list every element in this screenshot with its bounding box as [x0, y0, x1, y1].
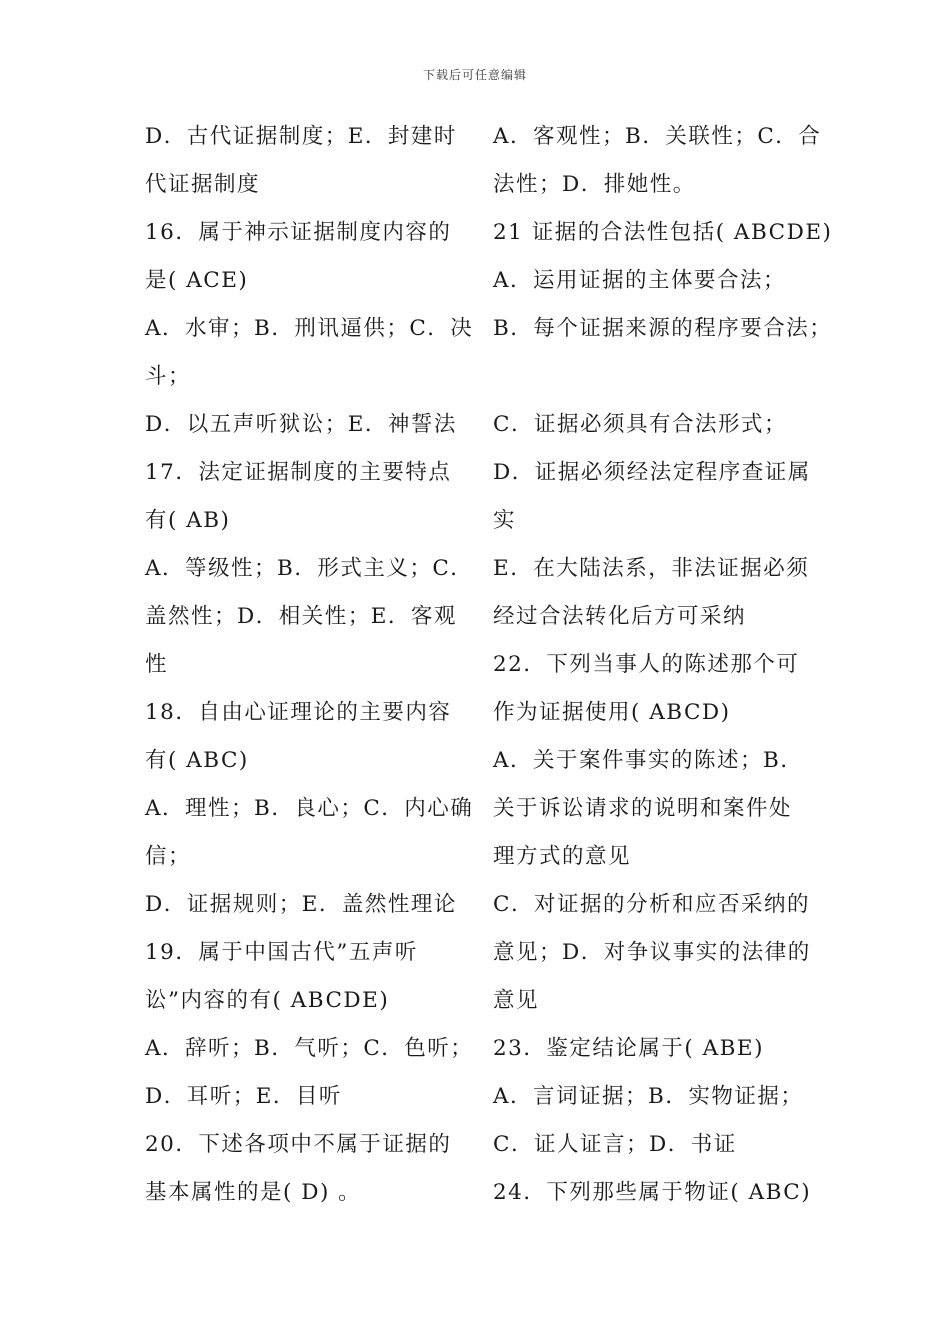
text-line: D．证据规则；E．盖然性理论 [145, 892, 457, 917]
text-line: C．证人证言；D．书证 [493, 1132, 737, 1157]
text-line: A．理性；B．良心；C．内心确 [145, 796, 474, 821]
text-line: 作为证据使用( ABCD) [493, 700, 731, 725]
text-line: A．水审；B．刑讯逼供；C．决 [145, 316, 474, 341]
question-23: 23．鉴定结论属于( ABE) [493, 1036, 764, 1061]
text-line: 有( AB) [145, 508, 231, 533]
text-line: A．运用证据的主体要合法； [493, 268, 787, 293]
question-20: 20．下述各项中不属于证据的 [145, 1132, 452, 1157]
question-21: 21 证据的合法性包括( ABCDE) [493, 220, 833, 245]
text-line: 实 [493, 508, 517, 533]
text-line: D．古代证据制度；E．封建时 [145, 124, 457, 149]
text-line: 讼”内容的有( ABCDE) [145, 988, 390, 1013]
question-16: 16．属于神示证据制度内容的 [145, 220, 452, 245]
text-line: 信； [145, 844, 192, 869]
text-line: D．证据必须经法定程序查证属 [493, 460, 811, 485]
text-line: 意见；D．对争议事实的法律的 [493, 940, 811, 965]
text-line: D．以五声听狱讼；E．神誓法 [145, 412, 457, 437]
text-line: 关于诉讼请求的说明和案件处 [493, 796, 793, 821]
text-line: 代证据制度 [145, 172, 261, 197]
right-column [493, 113, 833, 1217]
text-line: 意见 [493, 988, 540, 1013]
text-line: 斗； [145, 364, 192, 389]
text-line: A．辞听；B．气听；C．色听； [145, 1036, 474, 1061]
question-17: 17．法定证据制度的主要特点 [145, 460, 452, 485]
text-line: 性 [145, 652, 169, 677]
text-line: 是( ACE) [145, 268, 249, 293]
blank-line [493, 353, 833, 401]
question-22: 22．下列当事人的陈述那个可 [493, 652, 800, 677]
text-line: A．言词证据；B．实物证据； [493, 1084, 804, 1109]
text-line: B．每个证据来源的程序要合法； [493, 316, 833, 341]
question-19: 19．属于中国古代”五声听 [145, 940, 418, 965]
text-line: 法性；D．排她性。 [493, 172, 696, 197]
text-line: A．客观性；B．关联性；C．合 [493, 124, 822, 149]
text-line: C．对证据的分析和应否采纳的 [493, 892, 810, 917]
text-line: 盖然性；D．相关性；E．客观 [145, 604, 457, 629]
text-line: D．耳听；E．目听 [145, 1084, 342, 1109]
text-line: 经过合法转化后方可采纳 [493, 604, 747, 629]
left-column [145, 113, 475, 1217]
text-line: E．在大陆法系，非法证据必须 [493, 556, 810, 581]
text-line: 基本属性的是( D) 。 [145, 1180, 362, 1205]
question-18: 18．自由心证理论的主要内容 [145, 700, 452, 725]
text-line: 有( ABC) [145, 748, 249, 773]
question-24: 24．下列那些属于物证( ABC) [493, 1180, 812, 1205]
text-line: C．证据必须具有合法形式； [493, 412, 787, 437]
text-line: A．关于案件事实的陈述；B． [493, 748, 804, 773]
header-note: 下载后可任意编辑 [422, 68, 527, 82]
text-line: 理方式的意见 [493, 844, 632, 869]
text-line: A．等级性；B．形式主义；C． [145, 556, 474, 581]
